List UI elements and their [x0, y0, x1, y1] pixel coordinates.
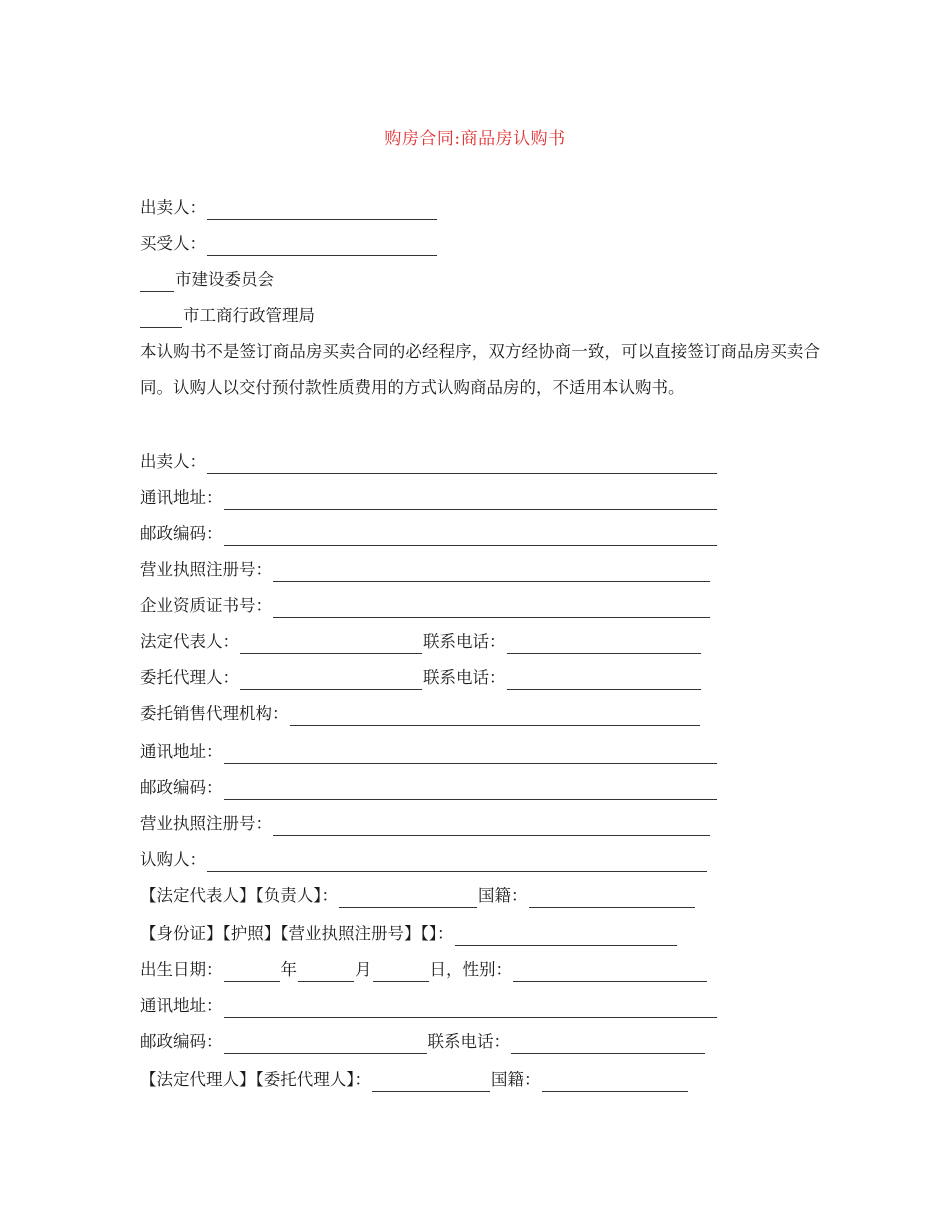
- agency-license-row: [140, 812, 711, 836]
- birth-month-blank[interactable]: [298, 963, 354, 982]
- agency-license-label: 营业执照注册号：: [140, 814, 272, 833]
- year-label: 年: [280, 960, 297, 979]
- city-blank-2[interactable]: [140, 309, 182, 328]
- buyer-nationality-label-2: 国籍：: [491, 1070, 541, 1089]
- day-gender-label: 日，性别：: [429, 960, 512, 979]
- agency-address-label: 通讯地址：: [140, 742, 223, 761]
- seller-qualification-row: [140, 594, 711, 618]
- seller-legal-rep-label: 法定代表人：: [140, 632, 239, 651]
- seller-blank[interactable]: [207, 455, 717, 474]
- seller-license-row: [140, 558, 711, 582]
- buyer-rep-row: [140, 884, 696, 908]
- month-label: 月: [355, 960, 372, 979]
- header-seller-blank[interactable]: [207, 201, 437, 220]
- header-buyer-blank[interactable]: [207, 237, 437, 256]
- buyer-agent-label: 【法定代理人】【委托代理人】：: [140, 1070, 371, 1089]
- sales-agency-row: [140, 702, 701, 726]
- construction-committee-row: [140, 268, 274, 292]
- header-seller-label: 出卖人：: [140, 198, 206, 217]
- seller-qualification-blank[interactable]: [273, 599, 710, 618]
- seller-legal-rep-blank[interactable]: [240, 635, 422, 654]
- city-blank-1[interactable]: [140, 273, 174, 292]
- subscriber-label: 认购人：: [140, 850, 206, 869]
- seller-phone-label-2: 联系电话：: [423, 668, 506, 687]
- buyer-address-label: 通讯地址：: [140, 996, 223, 1015]
- buyer-agent-blank[interactable]: [372, 1073, 490, 1092]
- buyer-birth-label: 出生日期：: [140, 960, 223, 979]
- buyer-postcode-row: [140, 1030, 706, 1054]
- birth-day-blank[interactable]: [373, 963, 429, 982]
- agency-postcode-label: 邮政编码：: [140, 778, 223, 797]
- sales-agency-label: 委托销售代理机构：: [140, 704, 289, 723]
- seller-license-blank[interactable]: [273, 563, 710, 582]
- document-title: 购房合同:商品房认购书: [384, 129, 566, 149]
- header-buyer-label: 买受人：: [140, 234, 206, 253]
- buyer-phone-blank[interactable]: [511, 1035, 705, 1054]
- industry-bureau-row: [140, 304, 315, 328]
- seller-agent-label: 委托代理人：: [140, 668, 239, 687]
- agency-license-blank[interactable]: [273, 817, 710, 836]
- buyer-agent-row: [140, 1068, 689, 1092]
- agency-postcode-row: [140, 776, 718, 800]
- buyer-address-blank[interactable]: [224, 999, 717, 1018]
- buyer-nationality-blank-1[interactable]: [529, 889, 695, 908]
- agency-postcode-blank[interactable]: [224, 781, 717, 800]
- seller-address-row: [140, 486, 718, 510]
- buyer-nationality-label-1: 国籍：: [478, 886, 528, 905]
- buyer-address-row: [140, 994, 718, 1018]
- buyer-postcode-label: 邮政编码：: [140, 1032, 223, 1051]
- seller-legal-rep-row: [140, 630, 702, 654]
- seller-phone-blank-1[interactable]: [507, 635, 701, 654]
- industry-bureau-label: 市工商行政管理局: [183, 306, 315, 325]
- seller-agent-blank[interactable]: [240, 671, 422, 690]
- seller-phone-label-1: 联系电话：: [423, 632, 506, 651]
- construction-committee-label: 市建设委员会: [175, 270, 274, 289]
- buyer-rep-label: 【法定代表人】【负责人】：: [140, 886, 338, 905]
- sales-agency-blank[interactable]: [290, 707, 700, 726]
- seller-postcode-label: 邮政编码：: [140, 524, 223, 543]
- seller-license-label: 营业执照注册号：: [140, 560, 272, 579]
- gender-blank[interactable]: [513, 963, 707, 982]
- subscriber-blank[interactable]: [207, 853, 707, 872]
- buyer-id-blank[interactable]: [455, 927, 677, 946]
- intro-paragraph: 本认购书不是签订商品房买卖合同的必经程序，双方经协商一致，可以直接签订商品房买卖合同。认购人以交付预付款性质费用的方式认购商品房的，不适用本认购书。: [140, 342, 820, 397]
- buyer-nationality-blank-2[interactable]: [542, 1073, 688, 1092]
- buyer-rep-blank[interactable]: [339, 889, 477, 908]
- seller-phone-blank-2[interactable]: [507, 671, 701, 690]
- birth-year-blank[interactable]: [224, 963, 280, 982]
- buyer-id-label: 【身份证】【护照】【营业执照注册号】【】：: [140, 924, 454, 943]
- seller-address-blank[interactable]: [224, 491, 717, 510]
- buyer-phone-label: 联系电话：: [427, 1032, 510, 1051]
- agency-address-blank[interactable]: [224, 745, 717, 764]
- header-seller-row: [140, 196, 438, 220]
- header-buyer-row: [140, 232, 438, 256]
- seller-label: 出卖人：: [140, 452, 206, 471]
- buyer-id-row: [140, 922, 678, 946]
- seller-address-label: 通讯地址：: [140, 488, 223, 507]
- seller-agent-row: [140, 666, 702, 690]
- seller-row: [140, 450, 718, 474]
- agency-address-row: [140, 740, 718, 764]
- buyer-birth-row: [140, 958, 708, 982]
- seller-postcode-blank[interactable]: [224, 527, 717, 546]
- seller-qualification-label: 企业资质证书号：: [140, 596, 272, 615]
- subscriber-row: [140, 848, 708, 872]
- seller-postcode-row: [140, 522, 718, 546]
- buyer-postcode-blank[interactable]: [224, 1035, 427, 1054]
